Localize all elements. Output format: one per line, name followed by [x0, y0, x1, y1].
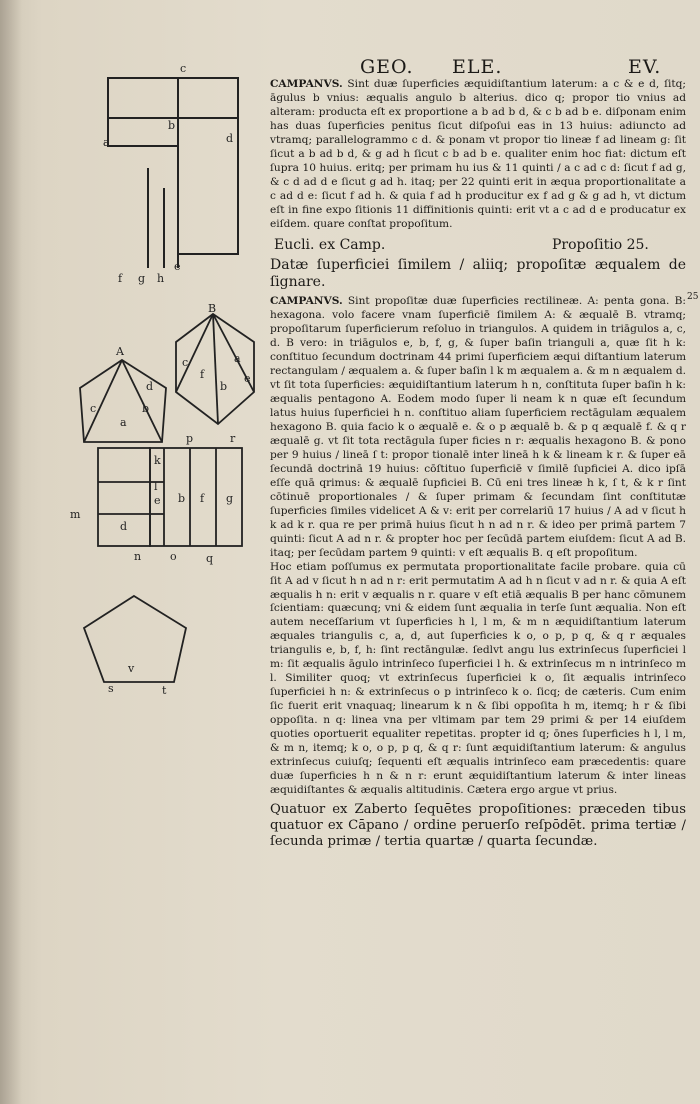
geometric-figures: [70, 50, 265, 710]
label-d: d: [120, 520, 128, 533]
margin-note: 25: [687, 292, 699, 302]
paragraph-1: [270, 78, 686, 231]
figure-2-labels: [70, 302, 251, 565]
proposition-title-row: [270, 235, 686, 255]
header-right: EV.: [628, 56, 662, 78]
label-c: c: [90, 402, 97, 415]
label-b: b: [142, 402, 150, 415]
label-c: c: [180, 62, 187, 75]
label-n: n: [134, 550, 142, 563]
label-B: B: [208, 302, 217, 315]
label-o: o: [170, 550, 177, 563]
label-d: d: [146, 380, 154, 393]
label-f: f: [118, 272, 123, 285]
label-p: p: [186, 432, 194, 445]
label-c: c: [182, 356, 189, 369]
label-q: q: [206, 552, 214, 565]
paragraph-3: Hoc etiam poſſumus ex permutata proportionalitate facile probare. quia cū ſit A ad v ſicut h n ad n r: erit permutatim A ad h n ſicut v ad n r. & quia A eſt æqualis h n: erit v æqualis n r. quare v eſt etiā æqualis B per hanc cōmunem ſcientiam: quæcunq; vni & eidem ſunt æqualia in terſe ſunt æqualia. Non eſt autem neceſſarium vt ſuperficies h l, l m, & m n æquidiſtantium laterum æquales triangulis c, a, d, aut ſuperficies k o, o p, p q, & q r æquales triangulis e, b, f, h: ſint rectāngulæ. ſedlvt angu lus extrinſecus ſuperficiei l m: ſit æqualis āgulo intrinſeco ſuperficiei l h. & extrinſecus m n intrinſeco m l. Similiter quoq; vt extrinſecus ſuperficiei k o, ſit æqualis intrinſeco ſuperficiei h n: & extrinſecus o p intrinſeco k o. ſicq; de cæteris. Cum enim ſic fuerit erit vnaquaq; linearum k n & ſibi oppoſita h m, itemq; h r & ſibi oppoſita. n q: linea vna per vltimam par tem 29 primi & per 14 eiuſdem quoties oportuerit equaliter repetitas. propter id q; ōnes ſuperficies h l, l m, & m n, itemq; k o, o p, p q, & q r: ſunt æquidiſtantium laterum: & angulus extrinſecus cuiuſq; ſequenti eſt æqualis intrinſeco eam præcedentis: quare duæ ſuperficies h n & n r: erunt æquidiſtantium laterum & inter lineas æquidiſtantes & æqualis altitudinis. Cætera ergo argue vt prius.: [270, 560, 686, 796]
title-right: Propoſitio 25.: [552, 237, 649, 254]
label-f: f: [200, 368, 205, 381]
paragraph-1-lead: CAMPANVS.: [270, 78, 343, 90]
label-s: s: [108, 682, 114, 695]
text-column: [270, 78, 686, 850]
label-g: g: [138, 272, 146, 285]
label-a: a: [120, 416, 127, 429]
label-b: b: [168, 119, 176, 132]
paragraph-2-lead: CAMPANVS.: [270, 295, 343, 308]
label-m: m: [70, 508, 81, 521]
label-l: l: [154, 480, 158, 493]
label-v: v: [128, 662, 135, 675]
paragraph-4: Quatuor ex Zaberto ſequētes propoſitiones: præceden tibus quatuor ex Cāpano / ordine peruerſo reſpōdēt. prima tertiæ / ſecunda primæ / tertia quartæ / quarta ſecundæ.: [270, 801, 686, 849]
label-a: a: [103, 136, 110, 149]
label-t: t: [162, 684, 167, 697]
gutter-shadow: [0, 0, 22, 1104]
label-b: b: [178, 492, 186, 505]
label-f: f: [200, 492, 205, 505]
label-b: b: [220, 380, 228, 393]
header-middle: ELE.: [452, 56, 503, 78]
paragraph-2: [270, 295, 686, 560]
label-g: g: [226, 492, 234, 505]
header-left: GEO.: [360, 56, 414, 78]
label-A: A: [116, 345, 124, 358]
paragraph-1-body: Sint duæ ſuperficies æquidiſtantium laterum: a c & e d, ſitq; āgulus b vnius: æqualis angulo b alterius. dico q; propor tio vnius ad alteram: producta eſt ex proportione a b ad b d, & c b ad b e. diſponam enim has duas ſuperficies penitus ſicut diſpoſui eas in 13 huius: adiuncto ad vtramq; parallelogrammo c d. & ponam vt propor tio lineæ f ad lineam g: ſit ſicut a b ad b d, & g ad h ſicut c b ad b e. qualiter enim hoc fiat: dictum eſt ſupra 10 huius. eritq; per primam hu ius & 11 quinti / a c ad c d: ſicut f ad g, & c d ad d e ſicut g ad h. itaq; per 22 quinti erit in æqua proportionalitate a c ad d e: ſicut f ad h. & quia f ad h producitur ex f ad g & g ad h, vt dictum eſt in fine expo ſitionis 11 diffinitionis quinti: erit vt a c ad d e producatur ex eiſdem. quare conſtat propoſitum.: [270, 78, 686, 230]
figure-1-labels: [103, 62, 233, 285]
proposition-statement: Datæ ſuperficiei ſimilem / aliiq; propoſitæ æqualem de ſignare.: [270, 257, 686, 291]
label-e: e: [174, 260, 181, 273]
figure-1-rectangles: [108, 78, 238, 268]
paragraph-2-body: Sint propoſitæ duæ ſuperficies rectilineæ. A: penta gona. B: hexagona. volo facere vnam ſuperficiē ſimilem A: & æqualē B. vtramq; propoſitarum ſuperficierum reſoluo in triangulos. A quidem in triāgulos a, c, d. B vero: in triāgulos e, b, f, g, & ſuper baſin trianguli a, quæ ſit h k: conſtituo ſecundum doctrinam 44 primi ſuperficiem æqui diſtantium laterum rectangulam / æqualem a. & ſuper baſin l k m æqualem a. & m n æqualem d. vt ſit tota ſuperficies: æquidiſtantium laterum h n, conſtituta ſuper baſin h k: æqualis pentagono A. Eodem modo ſuper li neam k n quæ eſt ſecundum latus huius ſuperficiei h n. conſtituo aliam ſuperficiem rectāgulam æqualem hexagono B. quia facio k o æqualē e. & o p æqualē b. & p q æqualē f. & q r æqualē g. vt ſit tota rectāgula ſuper ficies n r: æqualis hexagono B. & pono per 9 huius / lineā ſ t: propor tionalē inter lineā h k & lineam k r. & ſuper eā ſecundā doctrinā 19 huius: cōſtituo ſuperficiē v ſimilē ſupficiei A. dico ipſā eſſe quā qrimus: & æqualē ſupficiei B. Cū eni tres lineæ h k, ſ t, & k r ſint cōtinuē proportionales / & ſuper primam & ſecundam ſint conſtitutæ ſuperficies ſimiles videlicet A & v: erit per correlariū 17 huius / A ad v ſicut h k ad k r. qua re per primā huius ſicut h n ad n r. & ideo per primā partem 7 quinti: ſicut A ad n r. & propter hoc per ſecūdā partem eiuſdem: ſicut A ad B. itaq; per ſecūdam partem 9 quinti: v eſt æqualis B. q eſt propoſitum.: [270, 295, 686, 559]
figure-3-labels: [108, 662, 167, 697]
label-e: e: [244, 372, 251, 385]
title-left: Eucli. ex Camp.: [274, 237, 386, 254]
label-e: e: [154, 494, 161, 507]
label-h: h: [157, 272, 165, 285]
label-a: a: [234, 352, 241, 365]
label-d: d: [226, 132, 234, 145]
figure-3-pentagon: [84, 596, 186, 682]
label-k: k: [154, 454, 161, 467]
figure-2-polygons: [80, 314, 254, 546]
label-r: r: [230, 432, 236, 445]
